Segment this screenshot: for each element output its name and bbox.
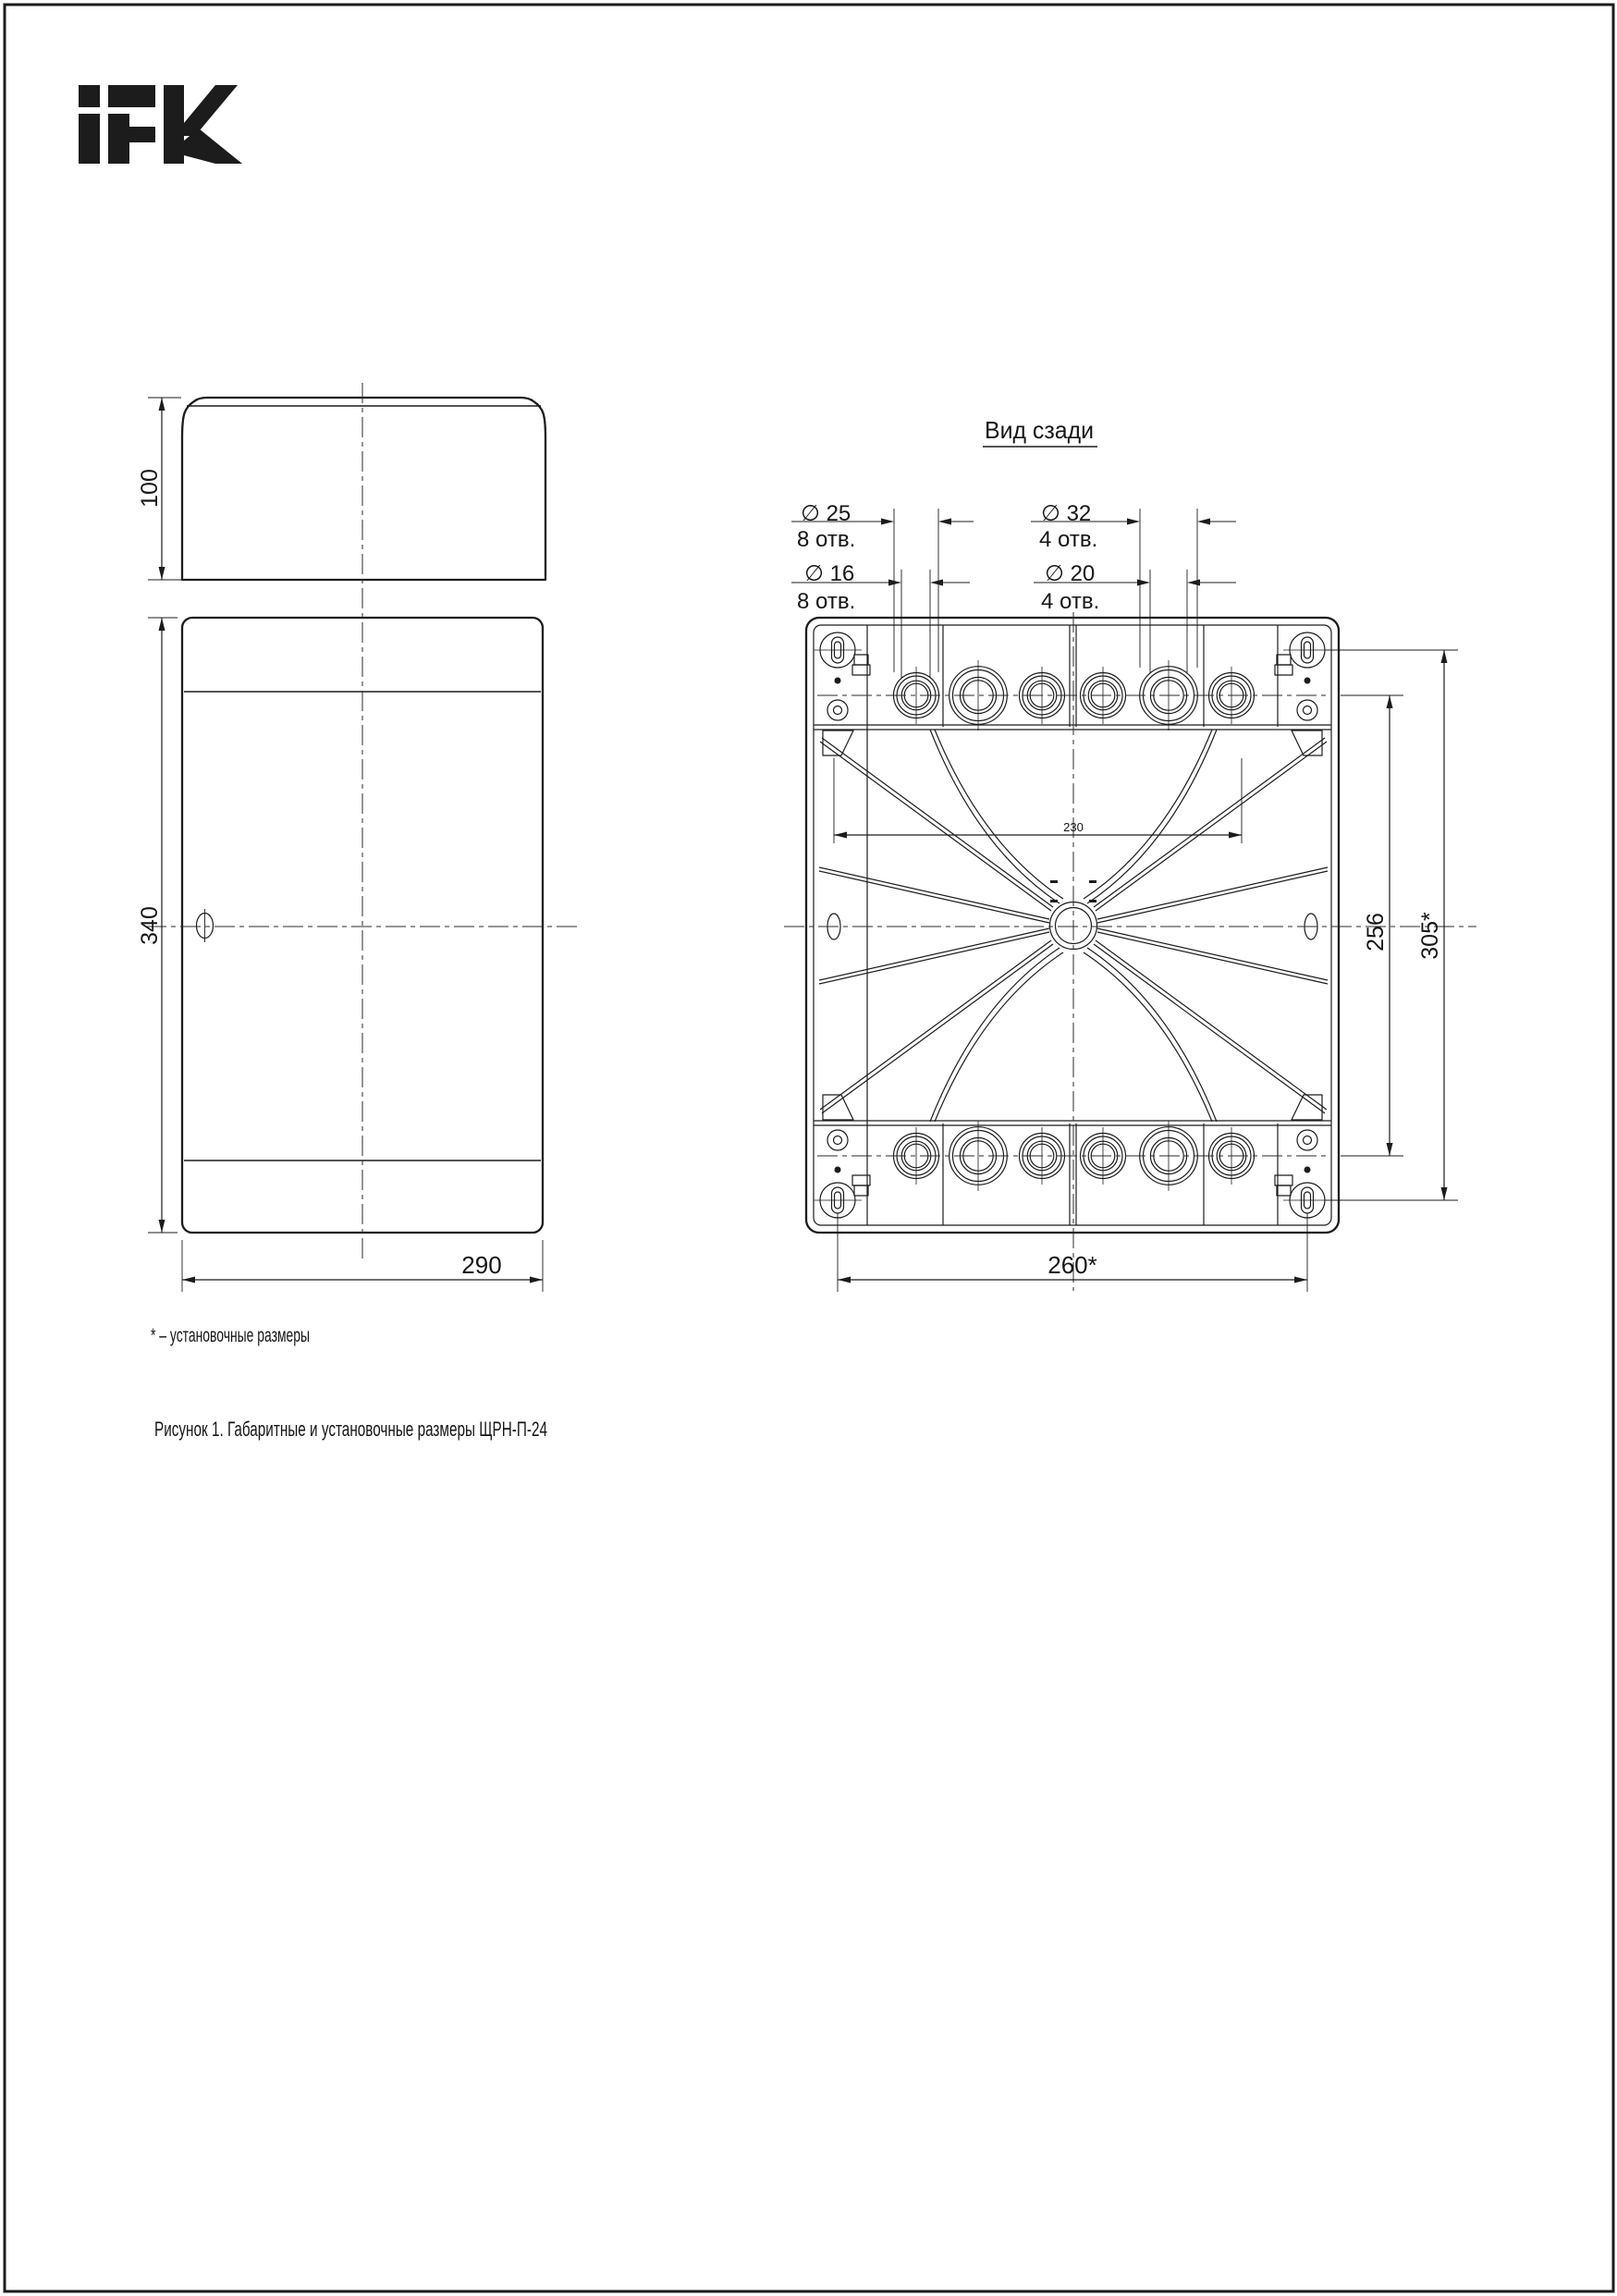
dim-depth-100 <box>137 398 181 580</box>
svg-text:∅ 16: ∅ 16 <box>804 561 855 586</box>
front-view <box>137 383 579 1292</box>
hole-label-d25 <box>791 501 974 672</box>
dim-width-value: 290 <box>461 1251 502 1279</box>
dim-mount-height-305 <box>1326 650 1458 1200</box>
dim-mount-height-value: 305* <box>1417 912 1443 960</box>
rear-view <box>784 416 1476 1292</box>
svg-text:8 отв.: 8 отв. <box>797 527 856 552</box>
footnote: * – установочные размеры <box>151 1325 310 1346</box>
pilot-hole <box>835 1167 841 1173</box>
screw-hole <box>1297 700 1317 720</box>
svg-text:4 отв.: 4 отв. <box>1041 589 1100 614</box>
svg-text:∅ 25: ∅ 25 <box>801 501 851 526</box>
mount-tab <box>823 731 853 755</box>
pilot-hole <box>1305 678 1311 684</box>
rear-panel <box>806 618 1339 1233</box>
svg-text:∅ 32: ∅ 32 <box>1041 501 1092 526</box>
screw-hole <box>1297 1130 1317 1150</box>
corner-details <box>814 632 1331 1218</box>
dim-inner-230 <box>834 758 1242 843</box>
screw-hole <box>827 1130 848 1150</box>
rear-panel-outline <box>806 618 1339 1233</box>
dim-mount-width-value: 260* <box>1047 1251 1097 1279</box>
mount-tab <box>823 1095 853 1120</box>
svg-text:4 отв.: 4 отв. <box>1039 527 1098 552</box>
figure-caption: Рисунок 1. Габаритные и установочные размеры ЩРН-П-24 <box>154 1418 547 1441</box>
svg-text:8 отв.: 8 отв. <box>797 589 856 614</box>
top-view <box>137 398 545 580</box>
dim-depth-value: 100 <box>137 469 163 508</box>
lid-outline <box>182 398 545 580</box>
dim-rows-value: 256 <box>1363 913 1389 952</box>
dim-height-340 <box>137 618 178 1233</box>
dim-rows-256 <box>1341 695 1403 1156</box>
page-border <box>5 5 1613 2291</box>
pilot-hole <box>1305 1167 1311 1173</box>
iek-logo <box>79 85 242 164</box>
pilot-hole <box>835 678 841 684</box>
svg-text:∅ 20: ∅ 20 <box>1045 561 1096 586</box>
screw-hole <box>827 700 848 720</box>
rear-view-title: Вид сзади <box>985 416 1094 444</box>
dim-height-value: 340 <box>137 906 163 945</box>
dim-inner-value: 230 <box>1063 820 1084 834</box>
